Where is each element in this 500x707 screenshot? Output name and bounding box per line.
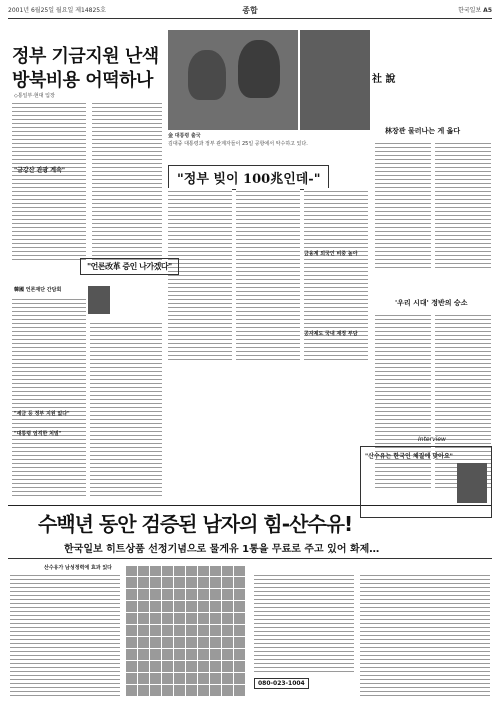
quote-text-2 [236,188,300,363]
column-text-1 [12,296,86,496]
ad-phone[interactable]: 080-023-1004 [254,678,309,689]
ad-right-text [360,572,490,696]
news-photo [168,30,298,130]
main-headline-1: 정부 기금지원 난색 [12,46,159,67]
column-text-2 [90,320,162,496]
ad-mid-text [254,572,354,672]
column-title: "언론改革 증인 나가겠다" [80,258,179,275]
ad-interview-box [360,446,492,518]
quote-subhead-2: 공자제도 국내 재정 부담 [304,331,358,337]
editorial-title-1: 林장관 물러나는 게 옳다 [385,127,461,135]
ad-crossword [126,566,246,696]
photo-subcaption: 김대중 대통령과 정부 관계자들이 25일 공항에서 악수하고 있다. [168,141,308,147]
ad-divider [8,558,492,559]
main-headline-2: 방북비용 어떡하나 [12,70,153,91]
advertisement [8,436,492,702]
main-byline: ◇통일부·현대 입장 [14,93,55,99]
ad-interview-photo [457,463,487,503]
ad-left-text [10,572,120,696]
editorial-label: 社 說 [372,74,396,85]
main-subhead-1: "금강산 관광 계속" [14,167,66,174]
news-photo-2 [300,30,370,130]
quote-headline: "정부 빚이 100兆인데-" [168,165,329,190]
column-portrait [88,286,110,314]
ad-interview-title: "산수유는 한국인 체질에 맞아요" [365,453,453,460]
column-subhead-3: "대통령 엄격한 처벌" [14,431,62,437]
page-header [8,4,492,19]
issue-date: 2001년 6월25일 월요일 제14825호 [8,7,106,14]
quote-subhead-1: 금융계 외국인 비중 높아 [304,251,358,257]
ad-subline: 한국일보 히트상품 선정기념으로 물게유 1통을 무료로 주고 있어 화제… [64,544,380,555]
column-subhead-2: "세금 등 정부 지원 없다" [14,411,70,417]
editorial-text-2 [435,140,491,270]
section-title: 종합 [242,6,258,15]
quote-text-1 [168,188,232,363]
main-article-text [12,100,86,260]
ad-headline: 수백년 동안 검증된 남자의 힘-산수유! [38,512,353,536]
ad-left-title: 산수유가 남성정력에 효과 있다 [44,565,113,571]
editorial-text-1 [375,140,431,270]
column-subhead: 韓國 언론재단 간담회 [14,287,62,293]
paper-name: 한국일보 A5 [458,7,492,14]
editorial-title-2: '우리 시대' 정반의 승소 [395,299,468,307]
ad-interview-label: Interview [418,436,446,443]
main-article-text-2 [92,100,162,260]
photo-caption: 金 대통령 출국 [168,133,201,139]
